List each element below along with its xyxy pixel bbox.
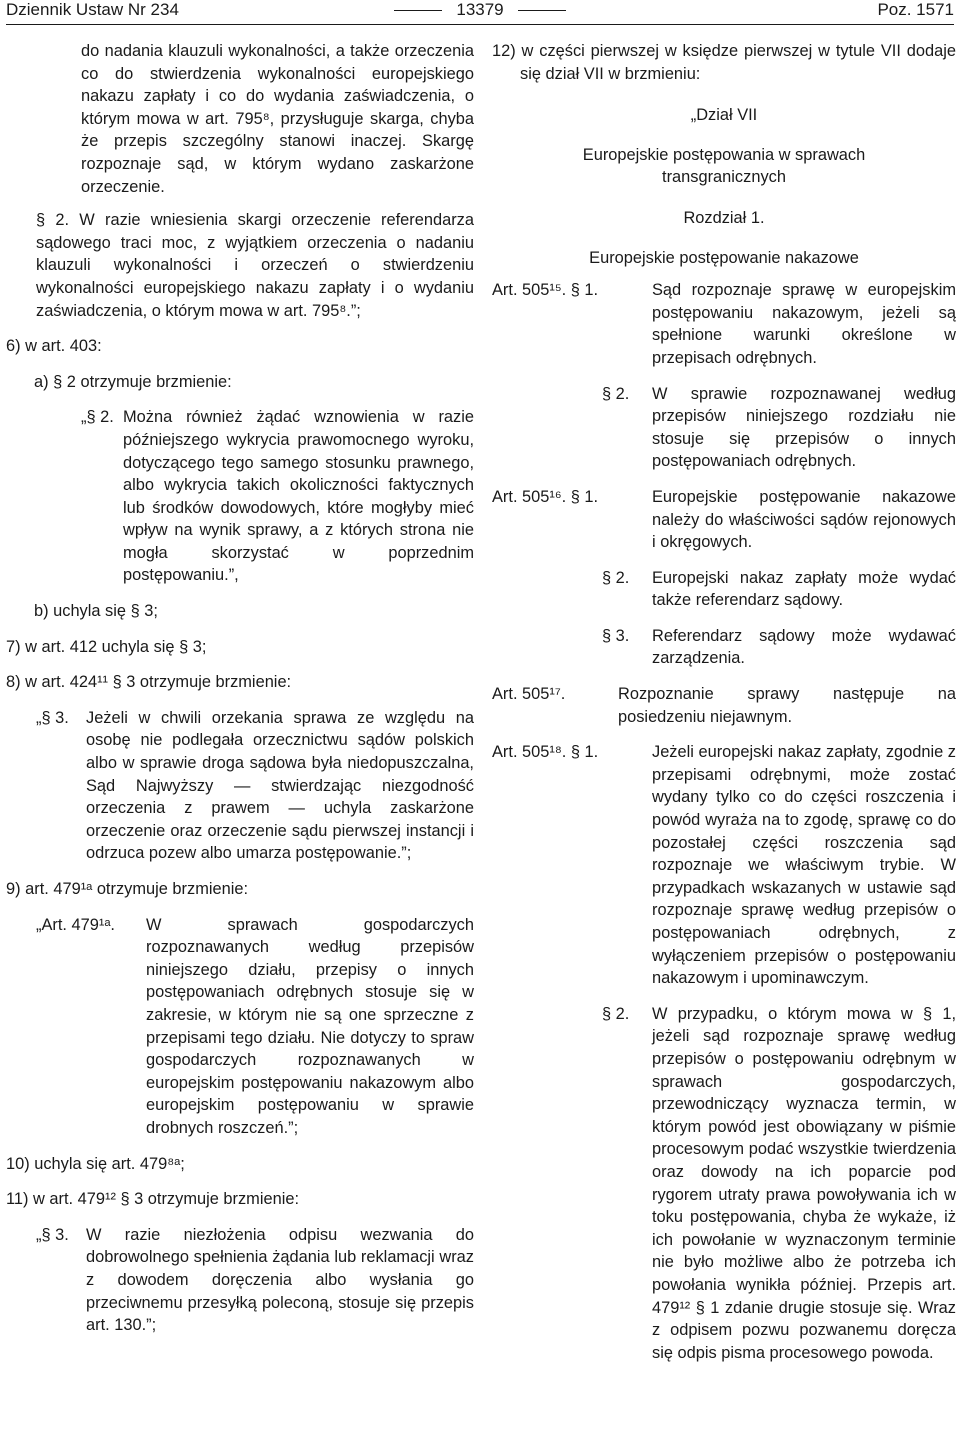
item-8: 8) w art. 424¹¹ § 3 otrzymuje brzmienie: bbox=[6, 673, 292, 692]
rozdzial-title: Europejskie postępowanie nakazowe bbox=[589, 248, 859, 267]
art-505-18-p2-label: § 2. bbox=[602, 1004, 630, 1023]
item-9-label: „Art. 479¹ᵃ. bbox=[36, 915, 115, 934]
page-number-block bbox=[6, 0, 954, 20]
art-505-15-p2 bbox=[602, 383, 956, 473]
paragraph-2: § 2. W razie wniesienia skargi orzeczenie referendarza sądowego traci moc, z wyjątkiem orzeczenia o nadaniu klauzuli wykonalności i orzeczeń o stwierdzeniu wykonalności europejskiego nakazu zapłaty i o wydaniu zaświadczenia, o którym mowa w art. 795⁸.”; bbox=[36, 211, 474, 320]
continuation-paragraph: do nadania klauzuli wykonalności, a także orzeczenia co do stwierdzenia wykonalności europejskiego nakazu zapłaty i co do wydania zaświadczenia, o którym mowa w art. 795⁸, przysługuje skarga, chyba że przepis szczególny stanowi inaczej. Skargę rozpoznaje sąd, w którym wydano zaskarżone orzeczenie. bbox=[81, 42, 474, 196]
art-505-16-p3-text: Referendarz sądowy może wydawać zarządzenia. bbox=[652, 626, 956, 668]
item-6a: a) § 2 otrzymuje brzmienie: bbox=[34, 372, 232, 391]
art-505-16-p3 bbox=[602, 625, 956, 670]
item-11: 11) w art. 479¹² § 3 otrzymuje brzmienie: bbox=[6, 1190, 300, 1209]
item-6a-quote bbox=[81, 406, 474, 587]
item-12: 12) w części pierwszej w księdze pierwszej w tytule VII dodaje się dział VII w brzmieniu: bbox=[492, 42, 956, 83]
art-505-16-p2 bbox=[602, 567, 956, 612]
art-505-17-label: Art. 505¹⁷. bbox=[492, 685, 566, 704]
item-11-label: „§ 3. bbox=[36, 1225, 69, 1244]
art-505-18-p1 bbox=[492, 741, 956, 990]
art-505-15-p2-label: § 2. bbox=[602, 384, 630, 403]
item-8-quote bbox=[36, 707, 474, 865]
item-6b: b) uchyla się § 3; bbox=[34, 602, 158, 621]
position-number: Poz. 1571 bbox=[877, 0, 954, 19]
art-505-16-p2-label: § 2. bbox=[602, 568, 630, 587]
art-505-15-p2-text: W sprawie rozpoznawanej według przepisów niniejszego rozdziału nie stosuje się przepisów o innych postępowaniach odrębnych. bbox=[652, 384, 956, 471]
item-6: 6) w art. 403: bbox=[6, 337, 102, 356]
dash-left bbox=[394, 10, 442, 11]
journal-title: Dziennik Ustaw Nr 234 bbox=[6, 0, 179, 19]
item-6a-text: Można również żądać wznowienia w razie późniejszego wykrycia prawomocnego wyroku, dotyczącego tego samego stosunku prawnego, albo wykrycia takich okoliczności faktycznych lub środków dowodowych, które mogłyby mieć wpływ na wynik sprawy, a z których strona nie mogła skorzystać w poprzednim postępowaniu.”, bbox=[123, 408, 474, 585]
item-11-text: W razie niezłożenia odpisu wezwania do dobrowolnego spełnienia żądania lub reklamacji wraz z dowodem doręczenia albo wysłania go przeciwnemu przesyłką poleconą, stosuje się przepis art. 130.”; bbox=[86, 1225, 474, 1335]
dzial-title: Europejskie postępowania w sprawach transgranicznych bbox=[582, 145, 866, 187]
art-505-16-p1-text: Europejskie postępowanie nakazowe należy do właściwości sądów rejonowych i okręgowych. bbox=[652, 487, 956, 552]
header-rule bbox=[6, 24, 954, 25]
art-505-18-p2-text: W przypadku, o którym mowa w § 1, jeżeli sąd rozpoznaje sprawę według przepisów o postępowaniu odrębnym w sprawach gospodarczych, przewodniczący wyznacza termin, w którym powód jest obowiązany w piśmie procesowym podać wszystkie twierdzenia oraz dowody na ich poparcie pod rygorem utraty prawa powoływania ich w toku postępowania, chyba że wykaże, iż ich powołanie w wyznaczonym terminie nie było możliwe albo że potrzeba ich powołania wynikła później. Przepis art. 479¹² § 1 zdanie drugie stosuje się. Wraz z odpisem pozwu pozwanemu doręcza się odpis pisma procesowego powoda. bbox=[652, 1004, 956, 1362]
dash-right bbox=[518, 10, 566, 11]
right-column bbox=[492, 40, 956, 1364]
art-505-15-p1-text: Sąd rozpoznaje sprawę w europejskim postępowaniu nakazowym, jeżeli są spełnione warunki określone w przepisach odrębnych. bbox=[652, 281, 956, 367]
item-8-text: Jeżeli w chwili orzekania sprawa ze względu na osobę nie podlegała orzecznictwu sądów polskich albo w sprawie droga sądowa była niedopuszczalna, Sąd Najwyższy — stwierdzając niezgodność orzeczenia z prawem — uchyla zaskarżone orzeczenie oraz orzeczenie sądu pierwszej instancji i odrzuca pozew albo umarza postępowanie.”; bbox=[86, 708, 474, 863]
item-9-text: W sprawach gospodarczych rozpoznawanych według przepisów niniejszego działu, przepisy o innych postępowaniach odrębnych stosuje się w zakresie, w którym nie są one sprzeczne z przepisami tego działu. Nie dotyczy to spraw gospodarczych rozpoznawanych w europejskim postępowaniu nakazowym albo europejskim postępowaniu w sprawie drobnych roszczeń.”; bbox=[146, 915, 474, 1137]
art-505-15-label: Art. 505¹⁵. § 1. bbox=[492, 281, 599, 300]
left-column bbox=[6, 40, 474, 1337]
page-number: 13379 bbox=[456, 0, 504, 19]
art-505-16-p1 bbox=[492, 486, 956, 554]
art-505-18-label: Art. 505¹⁸. § 1. bbox=[492, 743, 599, 762]
item-10: 10) uchyla się art. 479⁸ᵃ; bbox=[6, 1154, 185, 1173]
item-6a-label: „§ 2. bbox=[81, 408, 114, 427]
dzial-heading: „Dział VII bbox=[690, 106, 758, 125]
art-505-18-p1-text: Jeżeli europejski nakaz zapłaty, zgodnie z przepisami odrębnymi, może zostać wydany tylko co do części roszczenia i powód wyraża na to zgodę, sprawę co do pozostałej części roszczenia sąd rozpoznaje we właściwym trybie. W przypadkach wskazanych w ustawie sąd rozpoznaje sprawę według przepisów o postępowaniach odrębnych, z wyłączeniem przepisów o postępowaniu nakazowym i upominawczym. bbox=[652, 743, 957, 988]
page-header bbox=[6, 0, 954, 20]
item-9-quote bbox=[36, 914, 474, 1140]
item-11-quote bbox=[36, 1224, 474, 1337]
art-505-17 bbox=[492, 683, 956, 728]
art-505-16-label: Art. 505¹⁶. § 1. bbox=[492, 487, 599, 506]
art-505-16-p2-text: Europejski nakaz zapłaty może wydać także referendarz sądowy. bbox=[652, 568, 956, 610]
art-505-17-text: Rozpoznanie sprawy następuje na posiedzeniu niejawnym. bbox=[618, 685, 956, 726]
rozdzial-heading: Rozdział 1. bbox=[683, 208, 765, 227]
item-8-label: „§ 3. bbox=[36, 708, 69, 727]
item-9: 9) art. 479¹ᵃ otrzymuje brzmienie: bbox=[6, 880, 249, 898]
art-505-15-p1 bbox=[492, 279, 956, 369]
art-505-16-p3-label: § 3. bbox=[602, 626, 630, 645]
item-7: 7) w art. 412 uchyla się § 3; bbox=[6, 637, 207, 656]
art-505-18-p2 bbox=[602, 1003, 956, 1365]
